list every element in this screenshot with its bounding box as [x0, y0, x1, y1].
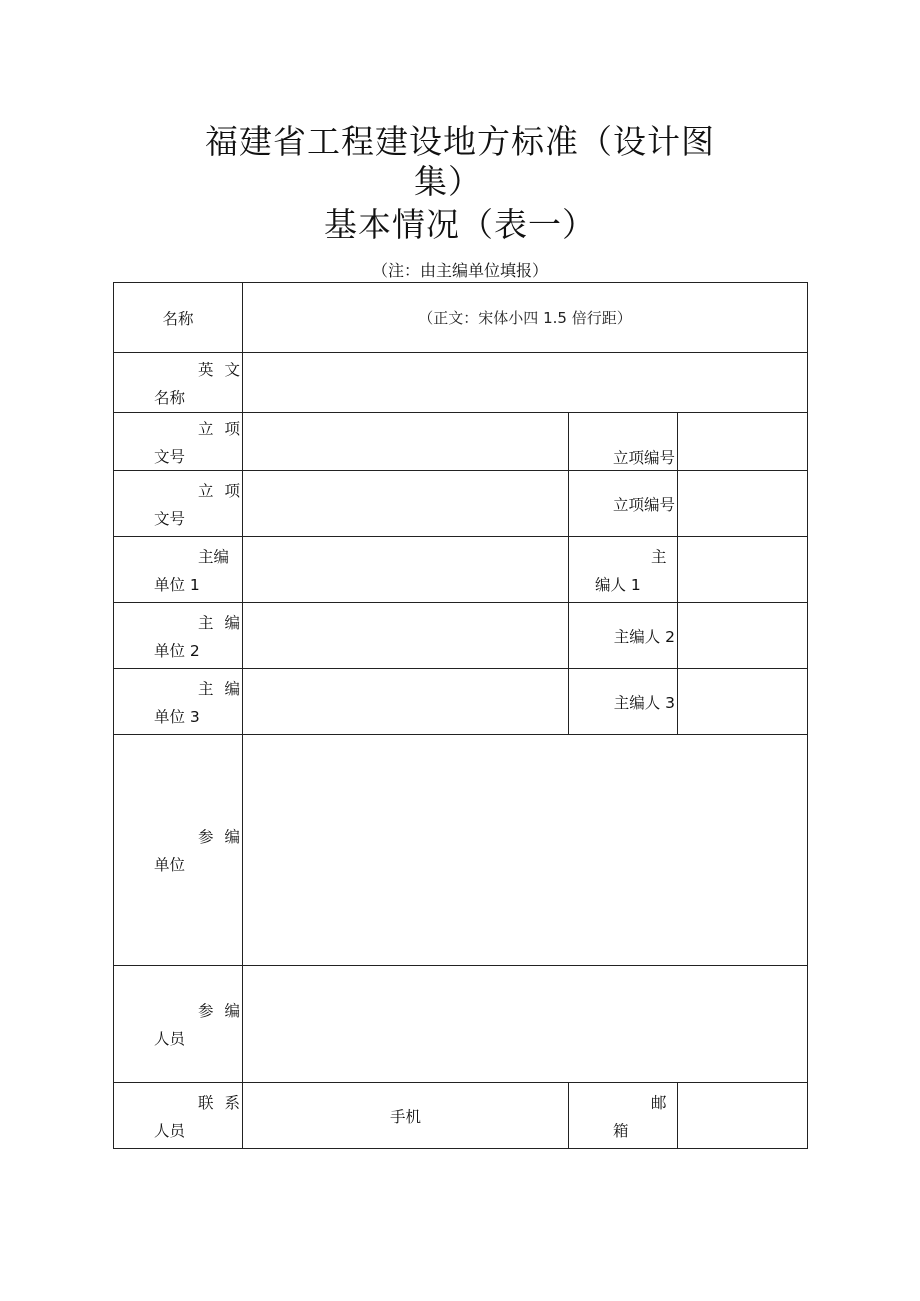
english-name-field[interactable]	[243, 353, 808, 413]
approval-no-field-1[interactable]	[678, 413, 808, 471]
basic-info-form	[113, 282, 808, 1149]
chief-editor-field-1[interactable]	[678, 537, 808, 603]
english-name-label: 英 文 名称	[114, 353, 243, 413]
approval-doc-field-2[interactable]	[243, 471, 569, 537]
chief-editor-label-2: 主编人 2	[569, 603, 678, 669]
doc-title-line2: 集）	[414, 162, 482, 201]
doc-subtitle: 基本情况（表一）	[324, 205, 596, 244]
approval-doc-label-2: 立 项 文号	[114, 471, 243, 537]
chief-unit-label-1: 主编 单位 1	[114, 537, 243, 603]
approval-doc-label-1: 立 项 文号	[114, 413, 243, 471]
participating-units-label: 参 编 单位	[114, 735, 243, 966]
fill-note: （注：由主编单位填报）	[371, 261, 548, 280]
participating-staff-field[interactable]	[243, 966, 808, 1083]
doc-title-line1: 福建省工程建设地方标准（设计图	[205, 122, 715, 161]
phone-label: 手机	[389, 1107, 421, 1126]
participating-staff-label: 参 编 人员	[114, 966, 243, 1083]
name-placeholder: （正文：宋体小四 1.5 倍行距）	[418, 309, 632, 327]
name-label: 名称	[114, 283, 243, 353]
chief-editor-label-1: 主 编人 1	[569, 537, 678, 603]
phone-field[interactable]	[243, 1083, 569, 1149]
chief-unit-field-2[interactable]	[243, 603, 569, 669]
contact-label: 联 系 人员	[114, 1083, 243, 1149]
chief-unit-label-3: 主 编 单位 3	[114, 669, 243, 735]
email-label: 邮 箱	[569, 1083, 678, 1149]
approval-no-label-2: 立项编号	[569, 471, 678, 537]
email-field[interactable]	[678, 1083, 808, 1149]
chief-editor-field-2[interactable]	[678, 603, 808, 669]
approval-no-label-1: 立项编号	[569, 413, 678, 471]
chief-unit-field-3[interactable]	[243, 669, 569, 735]
chief-editor-field-3[interactable]	[678, 669, 808, 735]
chief-unit-field-1[interactable]	[243, 537, 569, 603]
approval-doc-field-1[interactable]	[243, 413, 569, 471]
approval-no-field-2[interactable]	[678, 471, 808, 537]
chief-editor-label-3: 主编人 3	[569, 669, 678, 735]
participating-units-field[interactable]	[243, 735, 808, 966]
name-field[interactable]	[243, 283, 808, 353]
chief-unit-label-2: 主 编 单位 2	[114, 603, 243, 669]
